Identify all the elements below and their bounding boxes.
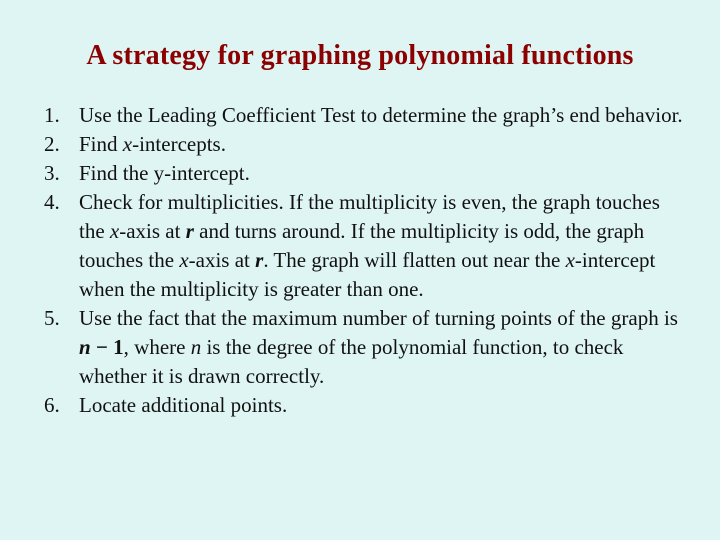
step-text [79,130,684,159]
step-6 [44,391,684,420]
step-5 [44,304,684,391]
step-text [79,188,684,304]
text-run: -axis at [188,248,256,272]
text-run: -intercept when the multiplicity is greater than one. [79,248,656,301]
step-number: 2. [44,132,60,156]
step-number: 6. [44,393,60,417]
variable-x: x [179,248,189,272]
step-number: 5. [44,306,60,330]
variable-n: n [190,335,202,359]
variable-r: r [185,219,194,243]
slide-title: A strategy for graphing polynomial functions [86,40,634,71]
variable-r: r [255,248,264,272]
variable-x: x [122,132,133,156]
step-text: Find the y-intercept. [79,161,250,185]
text-run: is the degree of the polynomial function, to check whether it is drawn correctly. [79,335,624,388]
steps-list [44,101,684,420]
step-4 [44,188,684,304]
text-run: and turns around. If the multiplicity is odd, the graph touches the [79,219,645,272]
text-run: Use the fact that the maximum number of turning points of the graph is [79,306,678,330]
variable-x: x [109,219,120,243]
text-run: -axis at [119,219,186,243]
step-2 [44,130,684,159]
step-text [79,304,684,391]
step-number: 4. [44,190,60,214]
step-text: Locate additional points. [79,393,288,417]
text-run: Find [79,132,123,156]
step-text: Use the Leading Coefficient Test to determine the graph’s end behavior. [79,103,683,127]
text-run: , where [123,335,191,359]
text-run: Check for multiplicities. If the multiplicity is even, the graph touches the [79,190,660,243]
step-1 [44,101,684,130]
step-number: 3. [44,161,60,185]
text-run: -intercepts. [132,132,226,156]
expression-minus-one: − 1 [90,335,124,359]
variable-x: x [565,248,575,272]
expression-n: n [79,335,91,359]
step-number: 1. [44,103,60,127]
step-3 [44,159,684,188]
text-run: . The graph will flatten out near the [263,248,566,272]
